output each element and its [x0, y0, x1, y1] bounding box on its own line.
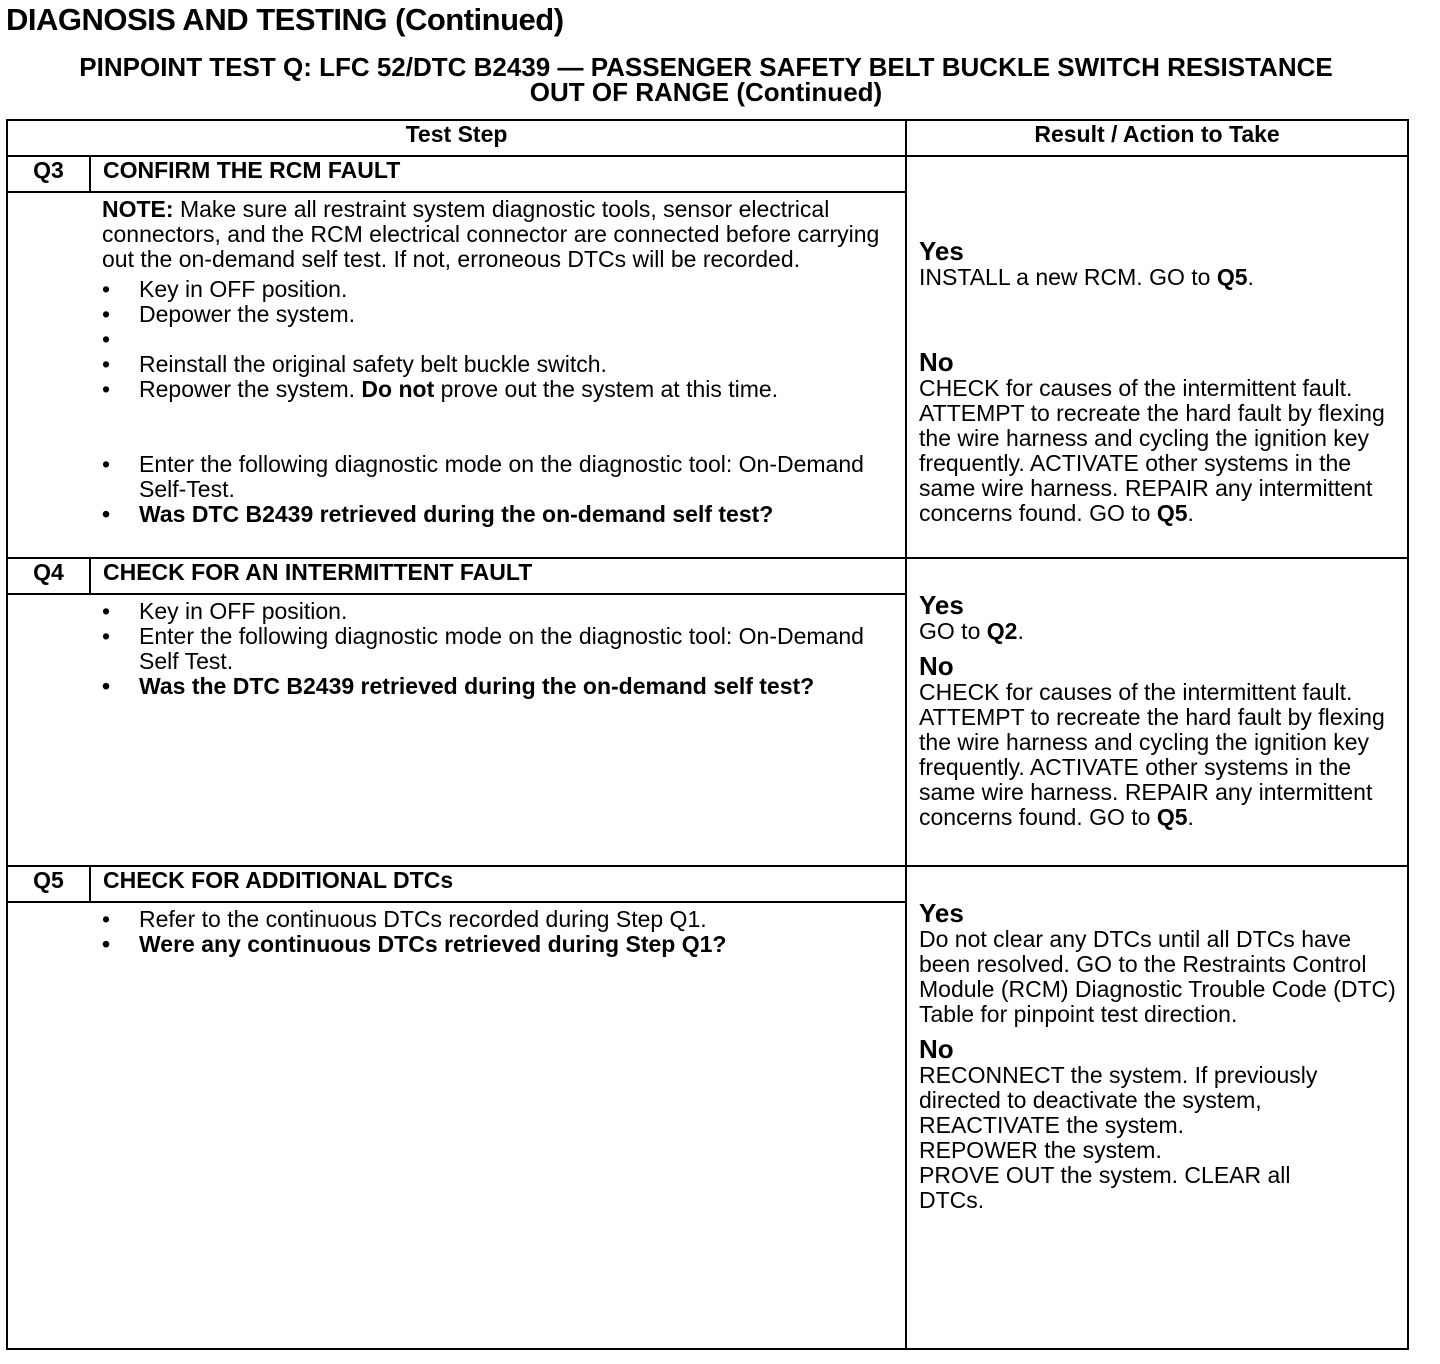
- q3-bullet-4: • Repower the system. Do not prove out the system at this time.: [102, 377, 897, 402]
- q4-bullet-3: • Was the DTC B2439 retrieved during the on-demand self test?: [102, 674, 897, 699]
- q5-no-action-2: REPOWER the system.: [919, 1137, 1162, 1163]
- q3-no-action: CHECK for causes of the intermittent fault. ATTEMPT to recreate the hard fault by flexing the wire harness and cycling the ignition key frequently. ACTIVATE other systems in the same wire harness. REPAIR any intermittent concerns found. GO to Q5.: [919, 375, 1385, 526]
- step-q4-title-row: [7, 558, 1408, 594]
- step-q3-blank: [7, 192, 90, 558]
- q5-no-action-3: PROVE OUT the system. CLEAR all DTCs.: [919, 1162, 1291, 1213]
- test-title-line-1: PINPOINT TEST Q: LFC 52/DTC B2439 — PASSENGER SAFETY BELT BUCKLE SWITCH RESISTANCE: [79, 52, 1333, 82]
- q4-no-label: No: [919, 651, 954, 681]
- step-q3-result: [906, 156, 1408, 558]
- step-q3-body: [90, 192, 906, 558]
- step-q5-result: [906, 866, 1408, 1349]
- q5-no-action-1: RECONNECT the system. If previously directed to deactivate the system, REACTIVATE the system.: [919, 1062, 1318, 1138]
- test-step-header: Test Step: [7, 120, 906, 156]
- step-q4-body: [90, 594, 906, 866]
- q3-bullet-5: • Enter the following diagnostic mode on the diagnostic tool: On-Demand Self-Test.: [102, 452, 897, 502]
- q4-bullet-1: • Key in OFF position.: [102, 599, 897, 624]
- q3-no-label: No: [919, 347, 954, 377]
- step-q4-title: CHECK FOR AN INTERMITTENT FAULT: [90, 558, 906, 594]
- step-q5-title-row: [7, 866, 1408, 902]
- test-title-line-2: OUT OF RANGE (Continued): [529, 77, 883, 107]
- step-q3-id: Q3: [7, 156, 90, 192]
- step-q5-body: [90, 902, 906, 1349]
- page-title: DIAGNOSIS AND TESTING (Continued): [6, 2, 564, 37]
- step-q4-result: [906, 558, 1408, 866]
- q3-note: NOTE: Make sure all restraint system diagnostic tools, sensor electrical connectors, and the RCM electrical connector are connected before carrying out the on-demand self test. If not, erroneous DTCs will be recorded.: [102, 196, 880, 272]
- q5-no-label: No: [919, 1034, 954, 1064]
- step-q3-title: CONFIRM THE RCM FAULT: [90, 156, 906, 192]
- q4-yes-action: GO to Q2.: [919, 618, 1024, 644]
- pinpoint-test-title: [0, 52, 1412, 107]
- q3-bullets: [102, 277, 897, 402]
- q5-bullets: [102, 907, 897, 957]
- result-header: Result / Action to Take: [906, 120, 1408, 156]
- q3-yes-label: Yes: [919, 236, 964, 266]
- q5-yes-action: Do not clear any DTCs until all DTCs have been resolved. GO to the Restraints Control Module (RCM) Diagnostic Trouble Code (DTC) Table for pinpoint test direction.: [919, 926, 1396, 1027]
- step-q5-title: CHECK FOR ADDITIONAL DTCs: [90, 866, 906, 902]
- pinpoint-test-table: [6, 119, 1409, 1350]
- step-q3-title-row: [7, 156, 1408, 192]
- q5-yes-label: Yes: [919, 898, 964, 928]
- table-header-row: [7, 120, 1408, 156]
- q3-bullet-6: • Was DTC B2439 retrieved during the on-demand self test?: [102, 502, 897, 527]
- step-q5-blank: [7, 902, 90, 1349]
- q4-bullet-2: • Enter the following diagnostic mode on the diagnostic tool: On-Demand Self Test.: [102, 624, 897, 674]
- q3-bullet-3: • Reinstall the original safety belt buckle switch.: [102, 352, 897, 377]
- q4-yes-label: Yes: [919, 590, 964, 620]
- q5-bullet-1: • Refer to the continuous DTCs recorded during Step Q1.: [102, 907, 897, 932]
- step-q5-id: Q5: [7, 866, 90, 902]
- q4-bullets: [102, 599, 897, 699]
- step-q4-blank: [7, 594, 90, 866]
- q4-no-action: CHECK for causes of the intermittent fault. ATTEMPT to recreate the hard fault by flexing the wire harness and cycling the ignition key frequently. ACTIVATE other systems in the same wire harness. REPAIR any intermittent concerns found. GO to Q5.: [919, 679, 1385, 830]
- q5-bullet-2: • Were any continuous DTCs retrieved during Step Q1?: [102, 932, 897, 957]
- step-q4-id: Q4: [7, 558, 90, 594]
- q3-bullet-1: • Key in OFF position.: [102, 277, 897, 302]
- q3-yes-action: INSTALL a new RCM. GO to Q5.: [919, 264, 1254, 290]
- q3-bullet-2: • Depower the system.: [102, 302, 897, 327]
